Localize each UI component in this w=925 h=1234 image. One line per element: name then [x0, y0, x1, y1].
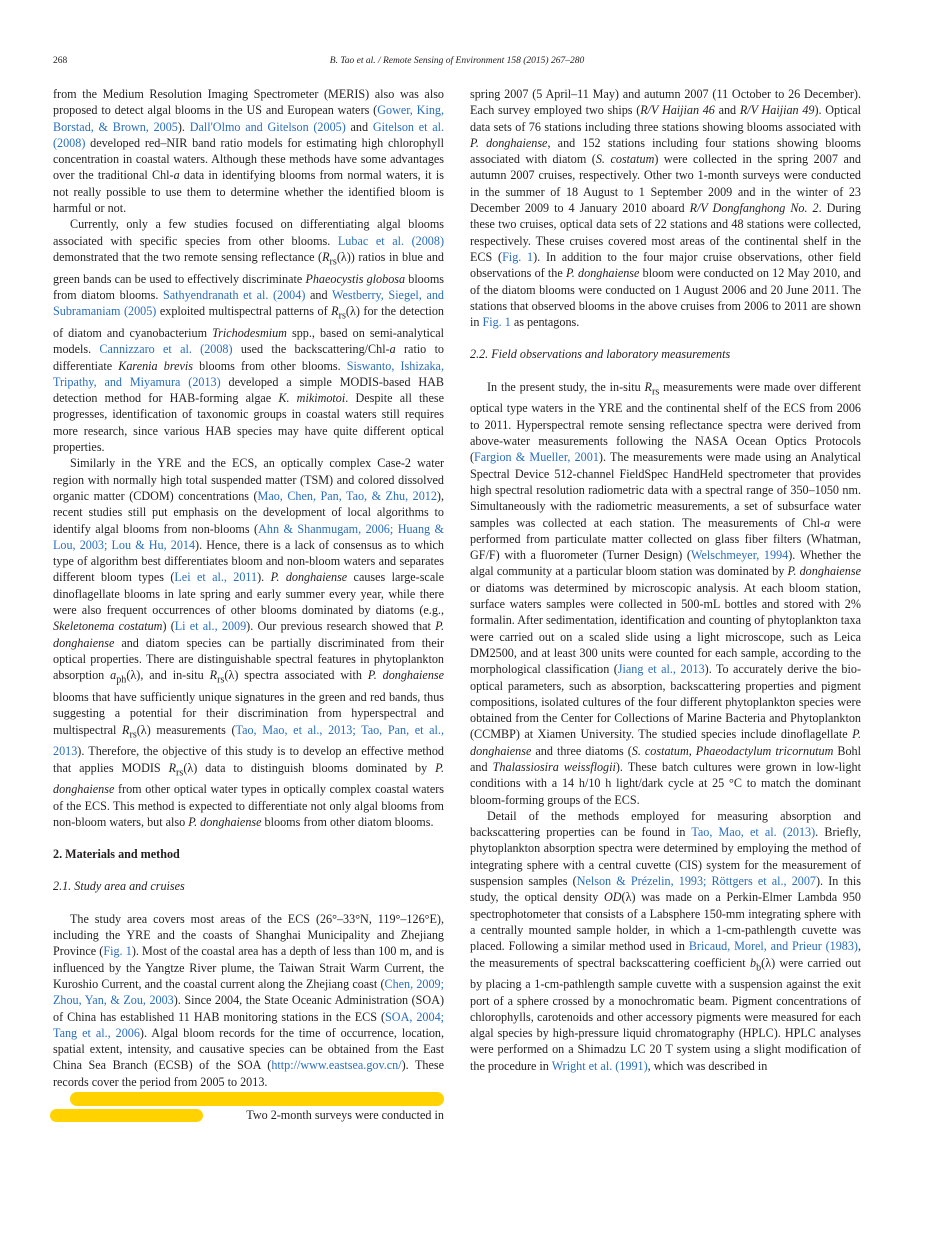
text-run: or diatoms was determined by microscopic analysis. At each bloom station, surface waters samples were collected in 500-mL bottles and stored with 2% formalin. After sedimentation, identification and counting of phytoplankton taxa were carried out on a scaled slide using a light microscope, such as Leica DM2500, and at least 300 units were counted for each sample, according to the morphological classification ( — [470, 580, 861, 677]
paragraph — [53, 216, 444, 455]
text-run: Currently, only a few studies focused on differentiating algal blooms associated with specific species from other blooms. — [53, 217, 444, 248]
citation-link[interactable]: Ahn & Shanmugam, 2006; Huang & Lou, 2003; Lou & Hu, 2014 — [53, 521, 444, 552]
italic-text: a — [389, 342, 396, 357]
page-number: 268 — [53, 56, 68, 66]
italic-text: K. mikimotoi — [278, 391, 346, 406]
italic-text: P. donghaiense — [470, 727, 861, 758]
italic-text: R/V Haijian 49 — [739, 103, 815, 118]
citation-link[interactable]: http://www.eastsea.gov.cn/ — [271, 1058, 402, 1073]
text-run: exploited multispectral patterns of — [156, 304, 332, 319]
text-run: , and 152 stations including four stations showing blooms associated with diatom ( — [470, 135, 861, 167]
italic-text: R — [331, 304, 339, 319]
text-run: Bohl and — [470, 743, 861, 774]
text-run: ). Hence, there is a lack of consensus as to which type of algorithm best differentiates bloom and non-bloom waters and separates different bloom types ( — [53, 537, 444, 585]
text-run: The study area covers most areas of the ECS (26°–33°N, 119°–126°E), including the YRE and the coasts of Shanghai Municipality and Zhejiang Province ( — [53, 911, 444, 959]
running-head: B. Tao et al. / Remote Sensing of Environment 158 (2015) 267–280 — [329, 56, 585, 66]
text-run: causes large-scale dinoflagellate blooms in late spring and early summer every year, while there were also frequent occurrences of other blooms dominated by diatoms (e.g., — [53, 570, 444, 618]
italic-text: R — [209, 668, 218, 683]
text-run: (λ)) ratios in blue and green bands can be used to effectively discriminate — [53, 249, 444, 286]
text-run: measurements were made over different optical type waters in the YRE and the continental shelf of the ECS from 2006 to 2011. Hyperspectral remote sensing reflectance spectra were derived from above-water measurements following the NASA Ocean Optics Protocols ( — [470, 379, 861, 465]
paragraph — [470, 808, 861, 1074]
citation-link[interactable]: Tao, Mao, et al. (2013) — [691, 825, 816, 840]
text-run: spring 2007 (5 April–11 May) and autumn 2007 (11 October to 26 December). Each survey employed two ships ( — [470, 87, 861, 118]
italic-text: R — [644, 379, 652, 394]
text-run: ) ( — [162, 619, 175, 634]
subscript: rs — [129, 728, 137, 740]
text-run: and diatom species can be partially discriminated from their optical properties. There are distinguishable spectral features in phytoplankton absorption — [53, 635, 444, 683]
text-run: Detail of the methods employed for measuring absorption and backscattering properties can be found in — [470, 808, 861, 840]
citation-link[interactable]: Dall'Olmo and Gitelson (2005) — [189, 119, 346, 134]
text-run: and three diatoms ( — [531, 743, 632, 758]
subscript: rs — [338, 310, 346, 322]
text-run: In the present study, the in-situ — [487, 379, 645, 394]
italic-text: P. donghaiense — [270, 570, 348, 585]
text-run: demonstrated that the two remote sensing reflectance ( — [53, 249, 323, 264]
italic-text: P. donghaiense — [470, 135, 548, 150]
page-header — [53, 56, 861, 72]
text-run: ratio to differentiate — [53, 342, 445, 373]
italic-text: R/V Haijian 46 — [640, 103, 715, 118]
italic-text: Skeletonema costatum — [53, 619, 163, 634]
citation-link[interactable]: SOA, 2004; Tang et al., 2006 — [53, 1009, 445, 1040]
subscript: rs — [329, 256, 337, 268]
citation-link[interactable]: Lei et al., 2011 — [174, 570, 258, 585]
citation-link[interactable]: Gitelson et al. (2008) — [53, 119, 445, 150]
text-run: ). Since 2004, the State Oceanic Administration (SOA) of China has established 11 HAB monitoring stations in the ECS ( — [53, 993, 445, 1024]
text-run: used the backscattering/Chl- — [232, 342, 390, 357]
text-run: ). Therefore, the objective of this study is to develop an effective method that applies MODIS — [53, 744, 444, 775]
text-run: as pentagons. — [510, 315, 580, 330]
highlight-line — [53, 1091, 444, 1107]
citation-link[interactable]: Wright et al. (1991) — [551, 1058, 648, 1073]
text-run: ). In addition to the four major cruise observations, other field observations of the — [470, 249, 861, 281]
text-run: (λ) were carried out by placing a 1-cm-pathlength sample cuvette with a suspension against the exit port of a sphere crossed by a monochromatic beam. Pigment concentrations of chlorophylls, carotenoids and other accessory pigments were measured for each algal species by high-pressure liquid chromatography (HPLC). HPLC analyses were performed on a Shimadzu LC 20 T system using a slight modification of the procedure in — [470, 955, 861, 1073]
text-run: Similarly in the YRE and the ECS, an optically complex Case-2 water region with normally high total suspended matter (TSM) and colored dissolved organic matter (CDOM) concentrations ( — [53, 456, 444, 503]
text-run: ) were collected in the spring 2007 and autumn 2007 cruises, respectively. Other two 1-month surveys were conducted in the summer of 18 August to 1 September 2009 and in the winter of 23 December 2009 to 4 January 2010 aboard — [470, 152, 861, 216]
text-run: ). Whether the algal community at a particular bloom station was dominated by — [470, 548, 861, 579]
text-run: data in identifying blooms from normal waters, it is not really possible to use them to determine whether the identified bloom is harmful or not. — [53, 168, 445, 216]
italic-text: Thalassiosira weissflogii — [492, 760, 616, 774]
text-run: bloom were conducted on 12 May 2010, and of the diatom blooms were conducted on 1 August 2006 and 20 June 2011. The stations that observed blooms in the above cruises from 2006 to 2011 are shown in — [470, 266, 861, 330]
paragraph — [53, 455, 444, 830]
text-run: blooms from other diatom blooms. — [261, 814, 434, 829]
text-run: ). These batch cultures were grown in low-light conditions with a 14 h/10 h light/dark cycle at 25 °C to match the dominant bloom-forming groups of the ECS. — [470, 760, 861, 807]
text-run: from other optical water types in optically complex coastal waters of the ECS. This method is expected to differentiate not only algal blooms from non-bloom waters, but also — [53, 782, 444, 829]
text-run: ). These records cover the period from 2005 to 2013. — [53, 1058, 445, 1089]
citation-link[interactable]: Cannizzaro et al. (2008) — [99, 342, 233, 357]
text-run: . Despite all these progresses, identification of taxonomic groups in coastal waters still requires more research, since various HAB species may have quite different optical properties. — [53, 391, 444, 455]
text-run: (λ) was made on a Perkin-Elmer Lambda 950 spectrophotometer that consists of a Labsphere 150-mm integrating sphere with a centrally mounted sample holder, in which a 1-cm-pathlength cuvette was placed. Following a similar method used in — [470, 890, 861, 954]
text-run: and — [305, 287, 332, 302]
italic-text: R/V Dongfanghong No. 2 — [689, 201, 819, 216]
italic-text: P. donghaiense — [565, 266, 640, 281]
highlight-line — [53, 1107, 444, 1123]
italic-text: OD — [604, 890, 622, 905]
italic-text: P. donghaiense — [53, 760, 444, 797]
text-run: ). To accurately derive the bio-optical parameters, such as absorption, backscattering properties and pigment compositions, isolated cultures of the four different phytoplankton species were obtained from the Center for Collections of Marine Bacteria and Phytoplankton (CCMBP) at Xiamen University. The studied species include dinoflagellate — [470, 662, 861, 742]
subscript: ph — [116, 674, 127, 686]
citation-link[interactable]: Lubac et al. (2008) — [337, 233, 444, 248]
highlight-mark — [70, 1092, 444, 1106]
text-run: . Briefly, phytoplankton absorption spectra were determined by employing the method of integrating sphere with a central cuvette (CIS) system for the measurement of suspension samples ( — [470, 825, 861, 889]
highlight-mark — [50, 1109, 203, 1122]
italic-text: R — [322, 249, 330, 264]
text-run: ). — [257, 570, 271, 585]
italic-text: a — [110, 668, 117, 683]
text-run: blooms that have sufficiently unique signatures in the green and red bands, thus suggesting a potential for their discrimination from hyperspectral and multispectral — [53, 689, 444, 737]
citation-link[interactable]: Jiang et al., 2013 — [617, 662, 705, 677]
citation-link[interactable]: Fig. 1 — [502, 249, 534, 264]
italic-text: Phaeocystis globosa — [305, 271, 406, 286]
text-run: . During these two cruises, optical data sets of 22 stations and 48 stations were collected, respectively. These cruises covered most areas of the continental shelf in the ECS ( — [470, 201, 861, 264]
citation-link[interactable]: Nelson & Prézelin, 1993; Röttgers et al., 2007 — [576, 874, 816, 889]
italic-text: S. costatum — [595, 152, 655, 167]
subscript: rs — [651, 386, 660, 398]
citation-link[interactable]: Sathyendranath et al. (2004) — [163, 287, 306, 302]
text-run: ). The measurements were made using an Analytical Spectral Device 512-channel FieldSpec HandHeld spectrometer that provides high spectral resolution radiometric data with a spectral range of 350–1050 nm. Simultaneously with the radiometric measurements, a set of subsurface water samples was collected at each station. The measurements of Chl- — [470, 450, 862, 530]
text-run: (λ) measurements ( — [136, 722, 236, 737]
subscript: b — [756, 961, 762, 973]
citation-link[interactable]: Bricaud, Morel, and Prieur (1983) — [688, 939, 858, 954]
text-run: (λ), and in-situ — [126, 668, 210, 683]
text-run: ). Our previous research showed that — [246, 619, 436, 634]
paragraph — [470, 86, 861, 330]
paragraph — [53, 911, 444, 1090]
citation-link[interactable]: Fig. 1 — [103, 944, 132, 959]
subscript: rs — [176, 766, 184, 778]
italic-text: P. donghaiense — [188, 814, 262, 829]
citation-link[interactable]: Li et al., 2009 — [174, 619, 247, 634]
citation-link[interactable]: Siswanto, Ishizaka, Tripathy, and Miyamura (2013) — [53, 358, 444, 389]
text-run: (λ) data to distinguish blooms dominated by — [183, 760, 436, 775]
subsection-heading: 2.1. Study area and cruises — [53, 879, 185, 894]
italic-text: P. donghaiense — [787, 564, 861, 579]
text-run: and — [714, 103, 740, 118]
paragraph — [53, 86, 444, 216]
left-column — [53, 86, 444, 1124]
right-column — [470, 86, 861, 1074]
text-run: ). Algal bloom records for the time of occurrence, location, spatial extent, intensity, and causative species can be obtained from the East China Sea Branch (ECSB) of the SOA ( — [53, 1025, 444, 1073]
text-run: ). Optical data sets of 76 stations including three stations showing blooms associated with — [470, 103, 862, 134]
text-run: (λ) for the detection of diatom and cyanobacterium — [53, 304, 444, 340]
text-run: blooms from other blooms. — [192, 358, 347, 373]
paragraph — [470, 379, 861, 808]
citation-link[interactable]: Fig. 1 — [482, 315, 511, 330]
italic-text: a — [824, 515, 831, 530]
italic-text: Trichodesmium — [212, 326, 287, 340]
text-run: and — [345, 119, 373, 134]
paragraph-tail: Two 2-month surveys were conducted in — [246, 1108, 444, 1123]
citation-link[interactable]: Tao, Mao, et al., 2013; Tao, Pan, et al., 2013 — [53, 722, 444, 759]
text-run: ), recent studies still put emphasis on the development of local algorithms to identify algal blooms from non-blooms ( — [53, 488, 444, 536]
text-run: (λ) spectra associated with — [224, 668, 368, 683]
citation-link[interactable]: Welschmeyer, 1994 — [690, 548, 789, 563]
italic-text: P. donghaiense — [53, 619, 444, 650]
italic-text: R — [122, 722, 130, 737]
text-run: , which was described in — [647, 1058, 768, 1073]
subsection-heading: 2.2. Field observations and laboratory measurements — [470, 347, 731, 362]
citation-link[interactable]: Gower, King, Borstad, & Brown, 2005 — [53, 103, 444, 134]
citation-link[interactable]: Mao, Chen, Pan, Tao, & Zhu, 2012 — [257, 488, 437, 503]
text-run: developed a simple MODIS-based HAB detection method for HAB-forming algae — [53, 374, 444, 406]
text-run: ). In this study, the optical density — [470, 874, 861, 905]
citation-link[interactable]: Westberry, Siegel, and Subramaniam (2005) — [53, 287, 444, 319]
italic-text: b — [750, 955, 757, 970]
text-run: spp., based on semi-analytical models. — [53, 326, 444, 357]
italic-text: R — [168, 760, 177, 775]
subscript: rs — [217, 674, 225, 686]
citation-link[interactable]: Fargion & Mueller, 2001 — [474, 450, 599, 465]
text-run: from the Medium Resolution Imaging Spectrometer (MERIS) also was also proposed to detect algal blooms in the US and European waters ( — [53, 87, 444, 118]
italic-text: P. donghaiense — [367, 668, 445, 683]
text-run: were performed from particulate matter collected on glass fiber filters (Whatman, GF/F) with a fluorometer (Turner Design) ( — [470, 515, 861, 563]
italic-text: Karenia brevis — [118, 358, 193, 373]
text-run: developed red–NIR band ratio models for estimating high chlorophyll concentration in coastal waters. Although these methods have some advantages over the traditional Chl- — [53, 135, 444, 183]
text-run: ). — [177, 119, 190, 134]
text-run: blooms from diatom blooms. — [53, 271, 444, 302]
citation-link[interactable]: Chen, 2009; Zhou, Yan, & Zou, 2003 — [53, 976, 444, 1008]
text-run: ). Most of the coastal area has a depth of less than 100 m, and is influenced by the Yangtze River plume, the Taiwan Strait Warm Current, the Kuroshio Current, and the coastal current along the Zhejiang coast ( — [53, 944, 444, 991]
italic-text: a — [173, 168, 180, 183]
text-run: , the measurements of spectral backscattering coefficient — [470, 939, 861, 970]
italic-text: S. costatum, Phaeodactylum tricornutum — [631, 743, 834, 758]
section-heading: 2. Materials and method — [53, 847, 180, 862]
